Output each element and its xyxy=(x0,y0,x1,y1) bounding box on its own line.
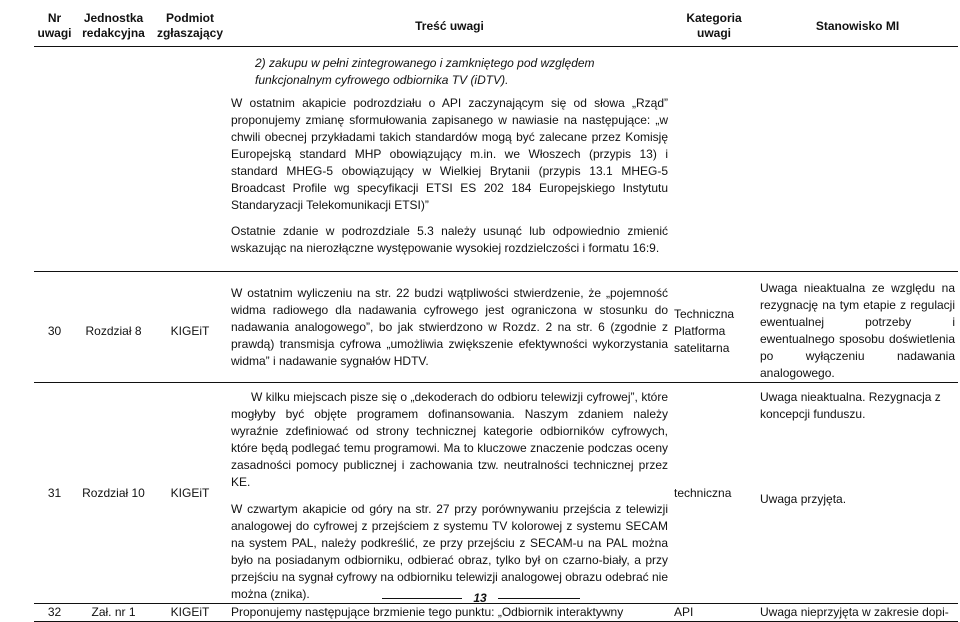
header-category: Kategoria uwagi xyxy=(686,11,742,40)
header-position: Stanowisko MI xyxy=(815,18,900,33)
table-row-continuation xyxy=(34,47,958,272)
footer-rule-right xyxy=(498,598,580,599)
row-position-2: Uwaga przyjęta. xyxy=(760,492,847,506)
row-position-1: Uwaga nieaktualna. Rezygnacja z koncepcji funduszu. xyxy=(760,390,941,421)
continuation-paragraph-2: Ostatnie zdanie w podrozdziale 5.3 należy usunąć lub odpowiednio zmienić wskazując na nierozłączne występowanie wysokiej rozdzielczości i formatu 16:9. xyxy=(231,224,668,255)
header-unit: Jednostka redakcyjna xyxy=(82,11,145,40)
page-number: 13 xyxy=(473,591,487,605)
header-content: Treść uwagi xyxy=(415,18,484,33)
table-row xyxy=(34,383,958,604)
row-nr: 31 xyxy=(34,383,75,604)
row-content-paragraph-2: W czwartym akapicie od góry na str. 27 przy porównywaniu przejścia z telewizji analogowej do cyfrowej z przejściem z systemu TV kolorowej z systemu SECAM na system PAL, należy podkreślić, ze przy przejściu z SECAM-u na PAL można było na posiadanym odbiorniku, odbierać obraz, tylko był on czarno-biały, a przy przejściu na sygnał cyfrowy na odbiorniku telewizji analogowej obrazu odebrać nie można (znika). xyxy=(231,502,668,601)
comments-table xyxy=(34,8,958,622)
row-nr: 32 xyxy=(34,604,75,622)
row-submitter: KIGEiT xyxy=(152,272,228,383)
row-content: W ostatnim wyliczeniu na str. 22 budzi wątpliwości stwierdzenie, że „pojemność widma radiowego dla nadawania cyfrowego jest ograniczona w stosunku do nadawania analogowego”, bo jak stwierdzono w Rozdz. 2 na str. 6 (zgodnie z prawdą) transmisja cyfrowa „umożliwia zwiększenie efektywności wykorzystania widma” i nadawanie sygnałów HDTV. xyxy=(228,272,671,383)
row-unit: Zał. nr 1 xyxy=(75,604,152,622)
row-unit: Rozdział 8 xyxy=(75,272,152,383)
continuation-paragraph-1: W ostatnim akapicie podrozdziału o API zaczynającym się od słowa „Rząd” proponujemy zmianę sformułowania zapisanego w nawiasie na następujące: „w chwili obecnej przykładami takich standardów mogą być zalecane przez Komisję Europejską standard MHP obowiązujący m.in. we Włoszech (przypis 13) i standard MHEG-5 obowiązujący w Wielkiej Brytanii (przypis 13.1 MHEG-5 Broadcast Profile wg specyfikacji ETSI ES 202 184 Europejskiego Instytutu Standaryzacji Telekomunikacji ETSI)” xyxy=(231,96,668,212)
row-category: techniczna xyxy=(671,383,757,604)
row-content: Proponujemy następujące brzmienie tego punktu: „Odbiornik interaktywny xyxy=(228,604,671,622)
row-content-paragraph-1: W kilku miejscach pisze się o „dekoderach do odbioru telewizji cyfrowej”, które mogłyby być objęte programem dofinansowania. Naszym zdaniem należy wyraźnie zdefiniować od strony technicznej kategorie odbiorników cyfrowych, które będą podlegać temu programowi. Ma to kluczowe znaczenie podczas oceny zasadności pomocy publicznej i zachowania tzw. neutralności technicznej przez KE. xyxy=(231,390,668,489)
row-category: Techniczna Platforma satelitarna xyxy=(671,272,757,383)
row-position: Uwaga nieaktualna ze względu na rezygnację na tym etapie z regulacji ewentualnej potrzeby i ewentualnego sposobu doświetlenia po wyłączeniu nadawania analogowego. xyxy=(757,272,958,383)
row-category: API xyxy=(671,604,757,622)
table-row xyxy=(34,604,958,622)
row-submitter: KIGEiT xyxy=(152,383,228,604)
header-submitter: Podmiot zgłaszający xyxy=(156,11,224,40)
list-item-2: 2) zakupu w pełni zintegrowanego i zamkniętego pod względem funkcjonalnym cyfrowego odbiornika TV (iDTV). xyxy=(255,56,595,87)
row-unit: Rozdział 10 xyxy=(75,383,152,604)
table-row xyxy=(34,272,958,383)
footer-rule-left xyxy=(382,598,462,599)
table-header-row xyxy=(34,8,958,47)
row-nr: 30 xyxy=(34,272,75,383)
row-submitter: KIGEiT xyxy=(152,604,228,622)
row-position: Uwaga nieprzyjęta w zakresie dopi- xyxy=(757,604,958,622)
header-nr: Nr uwagi xyxy=(37,11,72,40)
